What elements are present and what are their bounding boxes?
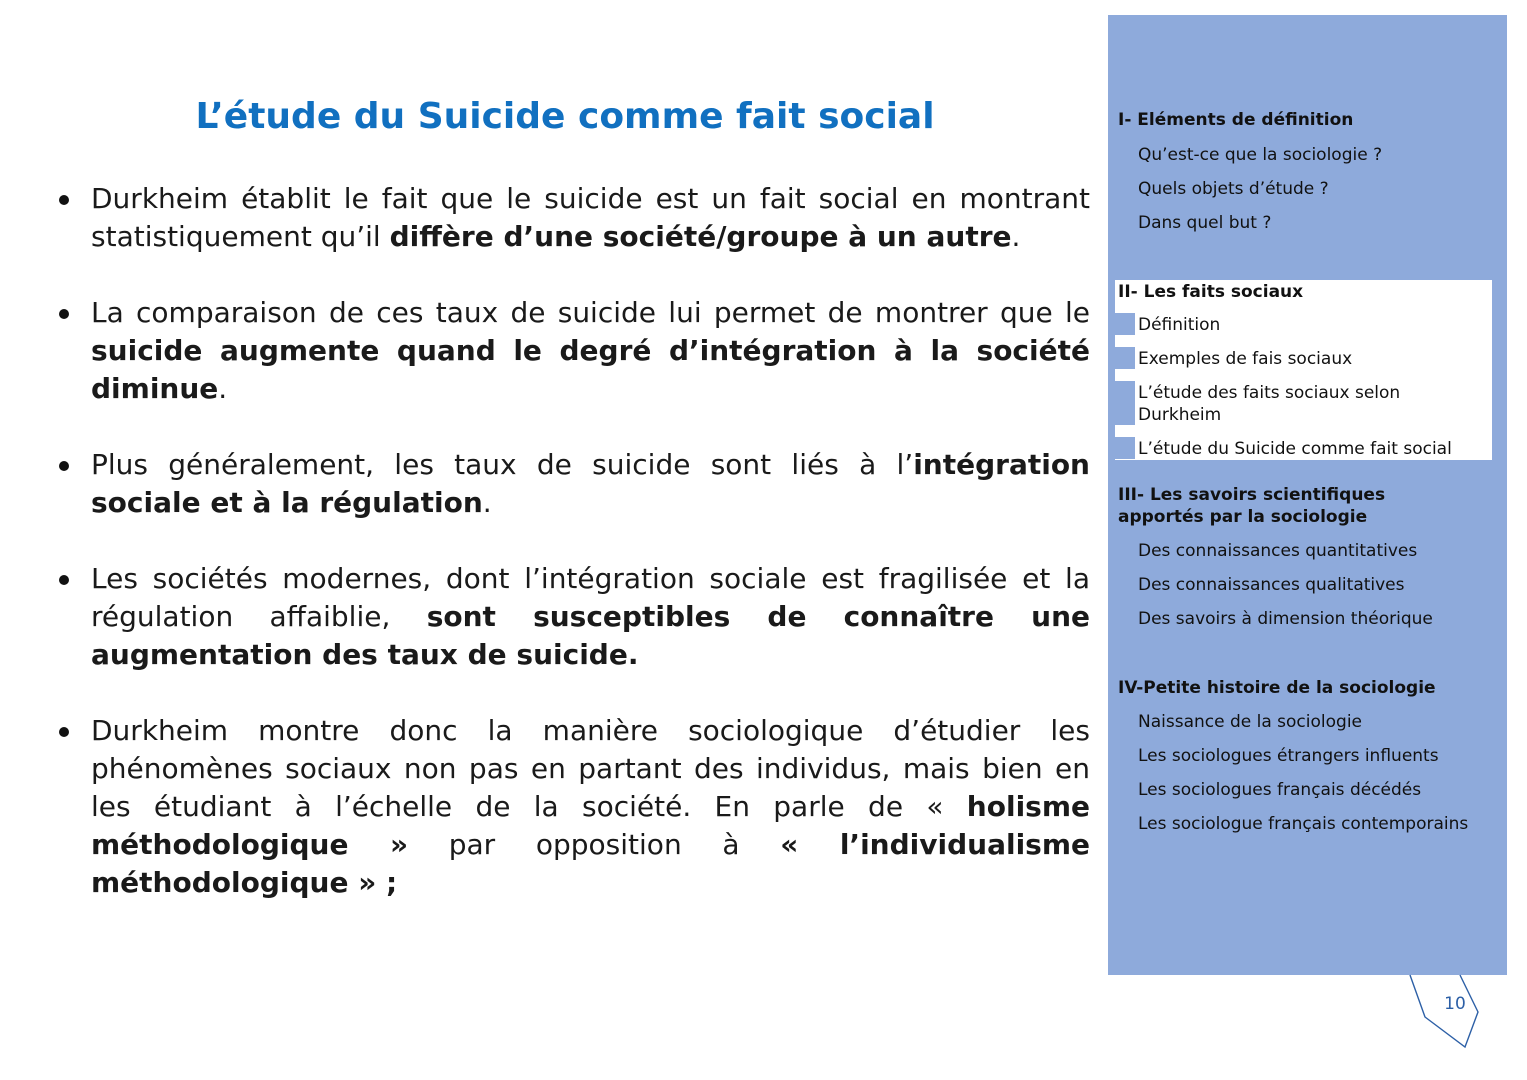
bullet-3: [55, 446, 1090, 522]
toc-item-2-4[interactable]: L’étude du Suicide comme fait social: [1138, 439, 1452, 459]
bullet-4: [55, 560, 1090, 674]
bullet-5-emphasis-2: « l’individualisme méthodologique » ;: [91, 828, 1090, 899]
toc-marker-2-2: [1115, 347, 1135, 369]
bullet-3-text: Plus généralement, les taux de suicide sont liés à l’: [91, 448, 914, 481]
toc-item-3-3[interactable]: Des savoirs à dimension théorique: [1138, 609, 1433, 629]
toc-marker-2-1: [1115, 313, 1135, 335]
slide-title: L’étude du Suicide comme fait social: [195, 96, 935, 137]
toc-item-2-3[interactable]: L’étude des faits sociaux selon Durkheim: [1138, 383, 1401, 425]
toc-item-3-2[interactable]: Des connaissances qualitatives: [1138, 575, 1405, 595]
bullet-2-text: La comparaison de ces taux de suicide lui permet de montrer que le: [91, 296, 1090, 329]
bullet-1-emphasis: diffère d’une société/groupe à un autre: [389, 220, 1012, 253]
toc-item-1-1[interactable]: Qu’est-ce que la sociologie ?: [1138, 145, 1383, 165]
page-number: 10: [1444, 994, 1466, 1014]
toc-marker-2-4: [1115, 437, 1135, 459]
toc-item-4-4[interactable]: Les sociologue français contemporains: [1138, 814, 1469, 834]
toc-item-3-1[interactable]: Des connaissances quantitatives: [1138, 541, 1418, 561]
bullet-5: [55, 712, 1090, 902]
bullet-1-end: .: [1011, 220, 1021, 253]
toc-section-3[interactable]: III- Les savoirs scientifiques apportés par la sociologie: [1118, 485, 1386, 527]
bullet-2-end: .: [218, 372, 228, 405]
toc-item-2-1[interactable]: Définition: [1138, 315, 1221, 335]
toc-section-4[interactable]: IV-Petite histoire de la sociologie: [1118, 678, 1436, 698]
bullet-5-middle: par opposition à: [408, 828, 781, 861]
bullet-1: [55, 180, 1090, 256]
bullet-3-end: .: [482, 486, 492, 519]
bullet-1-text: Durkheim établit le fait que le suicide est un fait social en montrant statistiquement qu’il: [91, 182, 1090, 253]
toc-marker-2-3: [1115, 381, 1135, 425]
page-number-badge: [1405, 972, 1485, 1052]
toc-section-2[interactable]: II- Les faits sociaux: [1118, 282, 1304, 302]
content-body: [55, 180, 1090, 940]
toc-item-4-1[interactable]: Naissance de la sociologie: [1138, 712, 1362, 732]
active-section-highlight: [1115, 280, 1492, 460]
toc-item-1-2[interactable]: Quels objets d’étude ?: [1138, 179, 1329, 199]
bullet-2-emphasis: suicide augmente quand le degré d’intégration à la société diminue: [91, 334, 1090, 405]
toc-item-4-2[interactable]: Les sociologues étrangers influents: [1138, 746, 1439, 766]
bullet-4-text: Les sociétés modernes, dont l’intégration sociale est fragilisée et la régulation affaiblie,: [91, 562, 1090, 633]
toc-item-1-3[interactable]: Dans quel but ?: [1138, 213, 1272, 233]
table-of-contents-sidebar: [1108, 15, 1507, 975]
toc-item-2-2[interactable]: Exemples de fais sociaux: [1138, 349, 1353, 369]
bullet-4-emphasis: sont susceptibles de connaître une augmentation des taux de suicide.: [91, 600, 1090, 671]
bullet-2: [55, 294, 1090, 408]
bullet-3-emphasis: intégration sociale et à la régulation: [91, 448, 1090, 519]
bullet-5-text: Durkheim montre donc la manière sociologique d’étudier les phénomènes sociaux non pas en partant des individus, mais bien en les étudiant à l’échelle de la société. En parle de «: [91, 714, 1090, 823]
toc-section-1[interactable]: I- Eléments de définition: [1118, 110, 1354, 130]
toc-item-4-3[interactable]: Les sociologues français décédés: [1138, 780, 1422, 800]
bullet-5-emphasis-1: holisme méthodologique »: [91, 790, 1090, 861]
